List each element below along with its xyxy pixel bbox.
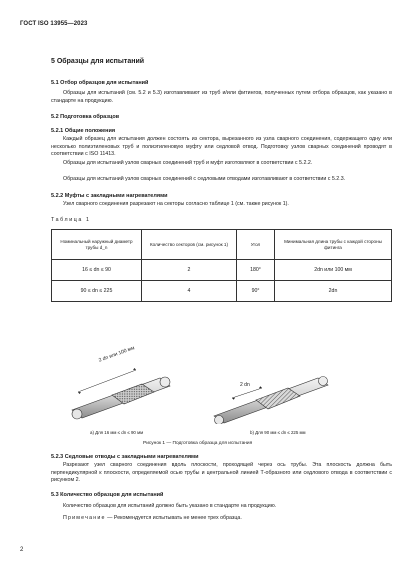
table-head-cell: Номинальный наружный диаметр трубы d_n xyxy=(52,230,142,260)
figure-sub-b: b) Для 90 мм ≤ dn ≤ 225 мм xyxy=(250,430,306,435)
table-cell: 90° xyxy=(237,281,275,302)
table-cell: 4 xyxy=(142,281,237,302)
table-head-cell: Минимальная длина трубы с каждой стороны фитинга xyxy=(275,230,392,260)
section-5-2-2-text: Узел сварного соединения разрезают на секторы согласно таблице 1 (см. также рисунок 1). xyxy=(63,201,289,207)
section-5-title: 5 Образцы для испытаний xyxy=(51,58,145,65)
note-label: Примечание xyxy=(63,515,106,521)
table-caption: Таблица 1 xyxy=(51,217,91,223)
table-cell: 2dn или 100 мм xyxy=(275,260,392,281)
section-5-2-3-text: Разрезают узел сварного соединения вдоль плоскости, проходящей через ось трубы. Эта плоскость должна быть перпендикулярной к плоскости, определяемой осью трубы и центральной линией Т-образного или седлового отвода в соответствии с рисунком 2. xyxy=(51,462,392,484)
table-head-cell: Угол xyxy=(237,230,275,260)
table-cell: 2 xyxy=(142,260,237,281)
figure-caption: Рисунок 1 — Подготовка образца для испытания xyxy=(143,441,253,446)
section-5-1-title: 5.1 Отбор образцов для испытаний xyxy=(51,80,149,86)
table-cell: 180° xyxy=(237,260,275,281)
section-5-3-note xyxy=(51,515,392,523)
note-text: — Рекомендуется испытывать не менее трех образца. xyxy=(105,515,242,521)
table-cell: 2dn xyxy=(275,281,392,302)
figure-1-drawing xyxy=(66,352,366,424)
table-1 xyxy=(51,229,392,302)
standard-header: ГОСТ ISO 13955—2023 xyxy=(20,21,88,27)
page-number: 2 xyxy=(20,547,24,553)
section-5-2-1-p2: Образцы для испытаний узлов сварных соединений труб и муфт изготовляют в соответствии с 5.2.2. xyxy=(63,160,313,166)
section-5-1-text: Образцы для испытаний (см. 5.2 и 5.3) изготавливают из труб и/или фитингов, полученных путем отбора образцов, как указано в стандарте на продукцию. xyxy=(51,90,392,104)
section-5-2-3-title: 5.2.3 Седловые отводы с закладными нагревателями xyxy=(51,454,199,460)
table-cell: 16 ≤ dn ≤ 90 xyxy=(52,260,142,281)
specimen-quarter-pipe xyxy=(214,377,328,425)
table-row xyxy=(52,281,392,302)
section-5-2-1-p1: Каждый образец для испытания должен состоять из сектора, вырезанного из узла сварного соединения, содержащего одну или несколько полиэтиленовых труб и полиэтиленовую муфту или седловой отвод. Подготовку узлов сварных соединений проводят в соответствии с ISO 11413. xyxy=(51,136,392,158)
figure-dim-label-right: 2 dn xyxy=(240,382,250,388)
figure-sub-a: a) Для 16 мм ≤ dn ≤ 90 мм xyxy=(90,430,144,435)
section-5-2-2-title: 5.2.2 Муфты с закладными нагревателями xyxy=(51,193,168,199)
table-cell: 90 ≤ dn ≤ 225 xyxy=(52,281,142,302)
table-row xyxy=(52,260,392,281)
table-head-cell: Количество секторов (см. рисунок 1) xyxy=(142,230,237,260)
figure-dim-label-left: 2 dn или 100 мм xyxy=(98,345,136,364)
specimen-half-pipe xyxy=(72,368,170,419)
section-5-3-title: 5.3 Количество образцов для испытаний xyxy=(51,492,164,498)
table-header-row xyxy=(52,230,392,260)
section-5-2-title: 5.2 Подготовка образцов xyxy=(51,114,120,120)
section-5-2-1-title: 5.2.1 Общие положения xyxy=(51,128,116,134)
section-5-2-1-p3: Образцы для испытаний узлов сварных соединений с седловыми отводами изготавливают в соответствии с 5.2.3. xyxy=(63,176,346,182)
section-5-3-text: Количество образцов для испытаний должно быть указано в стандарте на продукцию. xyxy=(63,503,277,509)
